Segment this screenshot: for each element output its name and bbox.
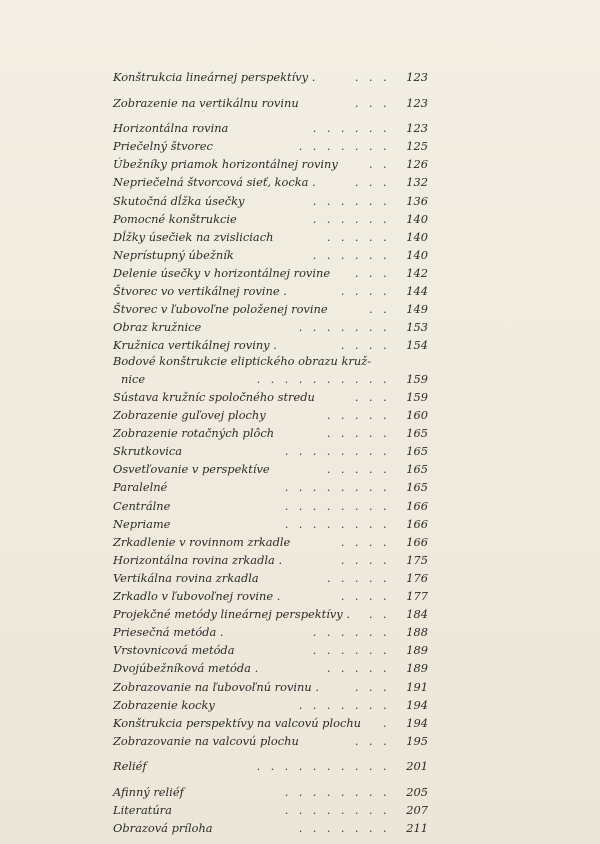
toc-entry-page: 136 <box>406 193 428 208</box>
toc-entry-page: 165 <box>406 480 428 495</box>
toc-entry-title: Štvorec v ľubovoľne položenej rovine <box>113 302 328 317</box>
toc-entry-title: Štvorec vo vertikálnej rovine . <box>113 284 287 299</box>
toc-entry-title: Bodové konštrukcie eliptického obrazu kruž- <box>113 354 372 369</box>
toc-entry-leader: . . . . . . <box>312 193 390 208</box>
toc-entry <box>113 714 428 732</box>
toc-entry-leader: . . <box>368 157 390 172</box>
table-of-contents <box>113 68 428 837</box>
toc-entry <box>113 460 428 478</box>
toc-entry-title: Zrkadlenie v rovinnom zrkadle <box>113 534 291 549</box>
toc-entry <box>113 424 428 442</box>
toc-entry <box>113 551 428 569</box>
toc-entry-title: Literatúra <box>113 803 172 818</box>
toc-entry-page: 205 <box>406 784 428 799</box>
toc-entry <box>113 119 428 137</box>
toc-entry-page: 176 <box>406 570 428 585</box>
toc-entry <box>113 442 428 460</box>
toc-entry-page: 175 <box>406 552 428 567</box>
toc-entry-page: 165 <box>406 462 428 477</box>
toc-entry-page: 123 <box>406 121 428 136</box>
toc-entry-title: Skrutkovica <box>113 444 183 459</box>
toc-entry-title: Projekčné metódy lineárnej perspektívy . <box>113 607 350 622</box>
toc-entry-leader: . . . . . . <box>312 121 390 136</box>
toc-entry <box>113 354 428 370</box>
toc-entry-title: Zrkadlo v ľubovoľnej rovine . <box>113 589 281 604</box>
toc-entry <box>113 533 428 551</box>
toc-entry-leader: . . . <box>354 175 390 190</box>
toc-entry-leader: . . <box>368 607 390 622</box>
toc-entry-page: 166 <box>406 498 428 513</box>
toc-entry <box>113 94 428 112</box>
toc-entry-leader: . . . . . <box>326 229 390 244</box>
toc-entry <box>113 819 428 837</box>
toc-entry-leader: . . . . . . . . <box>284 444 390 459</box>
toc-entry <box>113 605 428 623</box>
toc-entry-title: Kružnica vertikálnej roviny . <box>113 338 277 353</box>
toc-entry-page: 154 <box>406 338 428 353</box>
toc-entry-title: Zobrazenie kocky <box>113 697 215 712</box>
toc-entry-page: 188 <box>406 625 428 640</box>
toc-entry-page: 149 <box>406 302 428 317</box>
toc-entry-page: 201 <box>406 759 428 774</box>
toc-entry-leader: . . . . <box>340 534 390 549</box>
toc-entry-leader: . . . . <box>340 284 390 299</box>
toc-entry <box>113 155 428 173</box>
toc-entry-leader: . . . . <box>340 589 390 604</box>
toc-entry <box>113 641 428 659</box>
toc-entry-leader: . . . . . <box>326 408 390 423</box>
toc-entry <box>113 173 428 191</box>
toc-entry-title: Neprístupný úbežník <box>113 247 234 262</box>
toc-entry-title: Horizontálna rovina zrkadla . <box>113 552 283 567</box>
toc-entry-title: Reliéf <box>113 759 147 774</box>
toc-entry-page: 126 <box>406 157 428 172</box>
toc-entry-title: Priečelný štvorec <box>113 139 213 154</box>
toc-entry-leader: . . . . . <box>326 462 390 477</box>
toc-entry-title: Nepriame <box>113 516 171 531</box>
toc-entry <box>113 228 428 246</box>
toc-entry-page: 153 <box>406 320 428 335</box>
toc-entry <box>113 497 428 515</box>
toc-entry-page: 159 <box>406 371 428 386</box>
toc-entry <box>113 587 428 605</box>
toc-entry-title: Pomocné konštrukcie <box>113 211 237 226</box>
toc-entry-title: Sústava kružníc spoločného stredu <box>113 390 315 404</box>
toc-entry-title: Skutočná dĺžka úsečky <box>113 193 245 208</box>
toc-entry-page: 184 <box>406 607 428 622</box>
toc-entry-page: 140 <box>406 247 428 262</box>
toc-entry-page: 125 <box>406 139 428 154</box>
toc-entry-title: nice <box>121 371 146 386</box>
toc-entry <box>113 696 428 714</box>
toc-entry-leader: . . . . . . . . . . <box>256 759 390 774</box>
toc-entry-page: 142 <box>406 265 428 280</box>
toc-entry-leader: . . . <box>354 265 390 280</box>
toc-entry-leader: . . . . . . . . . . <box>256 371 390 386</box>
toc-entry-leader: . . . . . <box>326 426 390 441</box>
toc-entry-title: Dĺžky úsečiek na zvisliciach <box>113 229 274 244</box>
toc-entry-leader: . . . <box>354 95 390 110</box>
toc-entry <box>113 623 428 641</box>
toc-entry-page: 144 <box>406 284 428 299</box>
toc-entry-leader: . <box>382 715 390 730</box>
toc-entry <box>113 282 428 300</box>
toc-entry <box>113 192 428 210</box>
toc-entry-page: 194 <box>406 715 428 730</box>
toc-entry-title: Nepriečelná štvorcová sieť, kocka . <box>113 175 316 190</box>
toc-entry-page: 207 <box>406 803 428 818</box>
toc-entry-leader: . . . . . . . . <box>284 498 390 513</box>
toc-entry <box>113 406 428 424</box>
toc-entry <box>113 210 428 228</box>
toc-entry <box>113 678 428 696</box>
toc-entry-leader: . . . . . . . <box>298 139 390 154</box>
toc-entry-title: Zobrazovanie na valcovú plochu <box>113 733 299 748</box>
toc-entry-leader: . . . <box>354 679 390 694</box>
toc-entry-title: Obraz kružnice <box>113 320 202 335</box>
toc-entry-page: 165 <box>406 426 428 441</box>
toc-entry-leader: . . . . . . . . <box>284 784 390 799</box>
toc-entry-leader: . . . . <box>340 552 390 567</box>
toc-entry-title: Horizontálna rovina <box>113 121 229 136</box>
toc-entry-page: 165 <box>406 444 428 459</box>
toc-entry-leader: . . . . . . . <box>298 821 390 836</box>
toc-entry-title: Paralelné <box>113 480 168 495</box>
toc-entry <box>113 478 428 496</box>
toc-entry-page: 160 <box>406 408 428 423</box>
toc-entry-title: Zobrazenie guľovej plochy <box>113 408 266 423</box>
toc-entry <box>113 246 428 264</box>
toc-entry <box>113 515 428 533</box>
toc-entry-page: 140 <box>406 211 428 226</box>
toc-entry-page: 191 <box>406 679 428 694</box>
toc-entry-leader: . . . . . . . . <box>284 480 390 495</box>
toc-entry-title: Delenie úsečky v horizontálnej rovine <box>113 265 331 280</box>
toc-entry-page: 159 <box>406 390 428 404</box>
toc-entry-title: Dvojúbežníková metóda . <box>113 661 259 676</box>
toc-entry-page: 177 <box>406 589 428 604</box>
toc-entry-leader: . . . . . . <box>312 211 390 226</box>
toc-entry <box>113 659 428 677</box>
toc-entry <box>113 569 428 587</box>
toc-entry-title: Úbežníky priamok horizontálnej roviny <box>113 157 338 172</box>
toc-entry <box>113 757 428 775</box>
toc-entry-leader: . . . <box>354 390 390 404</box>
toc-entry-page: 211 <box>406 821 428 836</box>
toc-entry-title: Priesečná metóda . <box>113 625 224 640</box>
toc-entry-title: Osvetľovanie v perspektíve <box>113 462 270 477</box>
toc-entry <box>113 137 428 155</box>
toc-entry-page: 195 <box>406 733 428 748</box>
toc-entry-leader: . . . <box>354 70 390 84</box>
toc-entry-page: 189 <box>406 661 428 676</box>
toc-entry-title: Zobrazenie rotačných plôch <box>113 426 275 441</box>
toc-entry-leader: . . <box>368 302 390 317</box>
toc-entry-title: Obrazová príloha <box>113 821 213 836</box>
toc-entry <box>113 300 428 318</box>
toc-entry <box>113 68 428 86</box>
toc-entry-page: 123 <box>406 95 428 110</box>
toc-entry-leader: . . . . . . . <box>298 320 390 335</box>
toc-entry-leader: . . . . . . . . <box>284 516 390 531</box>
toc-entry-title: Afinný reliéf <box>113 784 184 799</box>
toc-entry-page: 123 <box>406 70 428 84</box>
toc-entry-leader: . . . . . . . <box>298 697 390 712</box>
toc-entry-page: 166 <box>406 534 428 549</box>
toc-entry-title: Vertikálna rovina zrkadla <box>113 570 259 585</box>
toc-entry-leader: . . . <box>354 733 390 748</box>
toc-entry-page: 140 <box>406 229 428 244</box>
toc-entry-page: 189 <box>406 643 428 658</box>
toc-entry-title: Centrálne <box>113 498 171 513</box>
toc-entry-title: Konštrukcia lineárnej perspektívy . <box>113 70 316 84</box>
toc-entry-leader: . . . . . . <box>312 625 390 640</box>
toc-entry-page: 194 <box>406 697 428 712</box>
toc-entry-leader: . . . . . <box>326 661 390 676</box>
toc-entry-title: Zobrazenie na vertikálnu rovinu <box>113 95 299 110</box>
toc-entry-leader: . . . . . <box>326 570 390 585</box>
toc-entry-title: Konštrukcia perspektívy na valcovú plochu <box>113 715 361 730</box>
toc-entry-leader: . . . . <box>340 338 390 353</box>
toc-entry <box>113 264 428 282</box>
toc-entry-leader: . . . . . . <box>312 247 390 262</box>
toc-entry <box>113 370 428 388</box>
toc-entry <box>113 336 428 354</box>
toc-entry <box>113 318 428 336</box>
toc-entry-page: 132 <box>406 175 428 190</box>
toc-entry-title: Zobrazovanie na ľubovoľnú rovinu . <box>113 679 319 694</box>
toc-entry-page: 166 <box>406 516 428 531</box>
toc-entry <box>113 388 428 406</box>
toc-entry-title: Vrstovnicová metóda <box>113 643 235 658</box>
toc-entry <box>113 783 428 801</box>
toc-entry-leader: . . . . . . . . <box>284 803 390 818</box>
toc-entry <box>113 801 428 819</box>
toc-entry <box>113 732 428 750</box>
toc-entry-leader: . . . . . . <box>312 643 390 658</box>
